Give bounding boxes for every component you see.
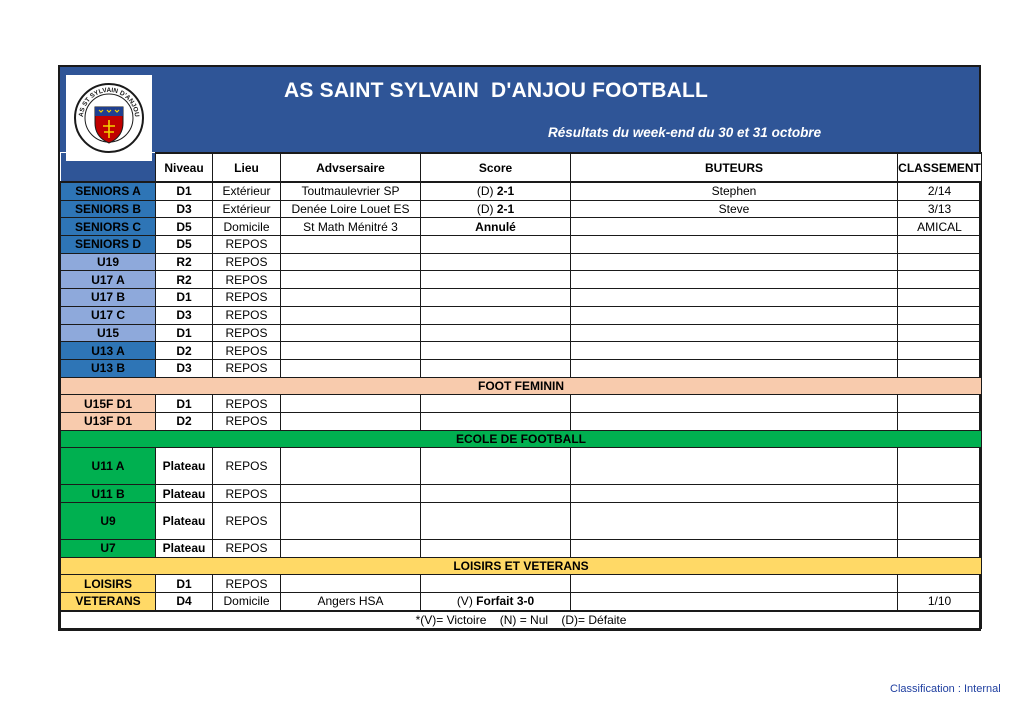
place-cell: REPOS [213, 395, 281, 413]
scorers-cell [571, 218, 898, 236]
level-cell: D1 [156, 395, 213, 413]
legend-row [61, 611, 982, 629]
results-subtitle: Résultats du week-end du 30 et 31 octobre [548, 125, 822, 140]
level-cell: D5 [156, 236, 213, 254]
header-banner [60, 67, 979, 152]
score-value: Annulé [475, 219, 516, 234]
table-row [61, 324, 982, 342]
scorers-cell [571, 306, 898, 324]
team-cell: U9 [61, 503, 156, 540]
ranking-cell [898, 448, 982, 485]
team-cell: SENIORS A [61, 182, 156, 200]
table-row [61, 503, 982, 540]
table-row [61, 271, 982, 289]
level-cell: D5 [156, 218, 213, 236]
ranking-cell: 3/13 [898, 200, 982, 218]
results-body [61, 182, 982, 611]
level-cell: D2 [156, 412, 213, 430]
classification-label: Classification : Internal [890, 683, 1001, 695]
scorers-cell [571, 289, 898, 307]
place-cell: Extérieur [213, 200, 281, 218]
score-cell [421, 324, 571, 342]
score-cell [421, 289, 571, 307]
place-cell: Domicile [213, 593, 281, 611]
logo-text: AS ST SYLVAIN D'ANJOU [77, 86, 141, 118]
score-cell [421, 485, 571, 503]
place-cell: REPOS [213, 412, 281, 430]
ranking-cell [898, 395, 982, 413]
score-result-letter: (D) [476, 202, 497, 217]
column-header-opponent: Advsersaire [281, 153, 421, 182]
ranking-cell [898, 324, 982, 342]
team-cell: U13F D1 [61, 412, 156, 430]
ranking-cell [898, 412, 982, 430]
team-cell: U7 [61, 540, 156, 558]
opponent-cell: Angers HSA [281, 593, 421, 611]
scorers-cell [571, 503, 898, 540]
team-cell: SENIORS C [61, 218, 156, 236]
score-cell [421, 306, 571, 324]
opponent-cell [281, 289, 421, 307]
column-header-scorers: BUTEURS [571, 153, 898, 182]
column-header-ranking: CLASSEMENT [898, 153, 982, 182]
score-cell [421, 182, 571, 200]
opponent-cell [281, 575, 421, 593]
place-cell: REPOS [213, 485, 281, 503]
opponent-cell [281, 503, 421, 540]
scorers-cell: Stephen [571, 182, 898, 200]
level-cell: D1 [156, 289, 213, 307]
level-cell: D4 [156, 593, 213, 611]
opponent-cell [281, 540, 421, 558]
place-cell: REPOS [213, 503, 281, 540]
team-cell: U13 B [61, 359, 156, 377]
ranking-cell [898, 289, 982, 307]
table-header-row [61, 153, 982, 182]
score-cell [421, 540, 571, 558]
score-value: Forfait 3-0 [476, 594, 535, 609]
opponent-cell [281, 342, 421, 360]
opponent-cell [281, 485, 421, 503]
team-cell: U11 B [61, 485, 156, 503]
score-cell [421, 395, 571, 413]
level-cell: Plateau [156, 540, 213, 558]
table-row [61, 289, 982, 307]
level-cell: D1 [156, 575, 213, 593]
ranking-cell [898, 306, 982, 324]
score-cell [421, 593, 571, 611]
ranking-cell: AMICAL [898, 218, 982, 236]
opponent-cell [281, 253, 421, 271]
score-result-letter: (D) [476, 184, 497, 199]
section-header-row [61, 557, 982, 575]
ranking-cell [898, 359, 982, 377]
table-row [61, 395, 982, 413]
place-cell: REPOS [213, 324, 281, 342]
score-cell [421, 448, 571, 485]
level-cell: D3 [156, 200, 213, 218]
table-row [61, 306, 982, 324]
score-cell [421, 236, 571, 254]
ranking-cell [898, 342, 982, 360]
section-header-row [61, 377, 982, 395]
place-cell: REPOS [213, 540, 281, 558]
team-cell: U19 [61, 253, 156, 271]
ranking-cell: 1/10 [898, 593, 982, 611]
section-title: FOOT FEMININ [61, 377, 982, 395]
place-cell: REPOS [213, 359, 281, 377]
column-header-score: Score [421, 153, 571, 182]
score-legend: *(V)= Victoire (N) = Nul (D)= Défaite [61, 611, 982, 629]
place-cell: REPOS [213, 342, 281, 360]
ranking-cell: 2/14 [898, 182, 982, 200]
section-title: LOISIRS ET VETERANS [61, 557, 982, 575]
ranking-cell [898, 540, 982, 558]
score-cell [421, 218, 571, 236]
score-cell [421, 271, 571, 289]
scorers-cell [571, 253, 898, 271]
place-cell: Domicile [213, 218, 281, 236]
score-cell [421, 575, 571, 593]
team-cell: U13 A [61, 342, 156, 360]
opponent-cell: Toutmaulevrier SP [281, 182, 421, 200]
level-cell: Plateau [156, 503, 213, 540]
score-value: 2-1 [496, 202, 515, 217]
results-sheet [58, 65, 981, 631]
score-result-letter: (V) [456, 594, 477, 609]
team-cell: U15F D1 [61, 395, 156, 413]
team-cell: U17 C [61, 306, 156, 324]
results-table [60, 152, 982, 629]
club-title: AS SAINT SYLVAIN D'ANJOU FOOTBALL [284, 79, 709, 102]
scorers-cell [571, 271, 898, 289]
scorers-cell [571, 342, 898, 360]
level-cell: Plateau [156, 485, 213, 503]
table-row [61, 448, 982, 485]
place-cell: Extérieur [213, 182, 281, 200]
column-header-level: Niveau [156, 153, 213, 182]
scorers-cell [571, 359, 898, 377]
team-cell: SENIORS B [61, 200, 156, 218]
place-cell: REPOS [213, 253, 281, 271]
level-cell: D1 [156, 324, 213, 342]
table-row [61, 182, 982, 200]
opponent-cell [281, 448, 421, 485]
score-value: 2-1 [496, 184, 515, 199]
opponent-cell [281, 324, 421, 342]
opponent-cell [281, 359, 421, 377]
scorers-cell [571, 412, 898, 430]
place-cell: REPOS [213, 236, 281, 254]
team-cell: LOISIRS [61, 575, 156, 593]
table-row [61, 575, 982, 593]
ranking-cell [898, 236, 982, 254]
team-cell: U17 A [61, 271, 156, 289]
table-row [61, 253, 982, 271]
scorers-cell [571, 395, 898, 413]
ranking-cell [898, 271, 982, 289]
table-row [61, 359, 982, 377]
place-cell: REPOS [213, 575, 281, 593]
table-row [61, 200, 982, 218]
score-cell [421, 359, 571, 377]
column-header-place: Lieu [213, 153, 281, 182]
score-cell [421, 342, 571, 360]
section-title: ECOLE DE FOOTBALL [61, 430, 982, 448]
level-cell: D3 [156, 306, 213, 324]
table-row [61, 218, 982, 236]
level-cell: D2 [156, 342, 213, 360]
place-cell: REPOS [213, 448, 281, 485]
club-crest-icon [66, 75, 152, 161]
team-cell: U11 A [61, 448, 156, 485]
score-cell [421, 503, 571, 540]
level-cell: R2 [156, 271, 213, 289]
score-cell [421, 412, 571, 430]
scorers-cell: Steve [571, 200, 898, 218]
table-row [61, 593, 982, 611]
team-cell: U17 B [61, 289, 156, 307]
opponent-cell [281, 306, 421, 324]
opponent-cell [281, 395, 421, 413]
opponent-cell [281, 271, 421, 289]
score-cell [421, 200, 571, 218]
table-row [61, 342, 982, 360]
scorers-cell [571, 236, 898, 254]
scorers-cell [571, 540, 898, 558]
ranking-cell [898, 575, 982, 593]
place-cell: REPOS [213, 306, 281, 324]
ranking-cell [898, 503, 982, 540]
opponent-cell [281, 412, 421, 430]
opponent-cell: Denée Loire Louet ES [281, 200, 421, 218]
table-row [61, 236, 982, 254]
scorers-cell [571, 485, 898, 503]
table-row [61, 485, 982, 503]
team-cell: U15 [61, 324, 156, 342]
level-cell: D1 [156, 182, 213, 200]
opponent-cell: St Math Ménitré 3 [281, 218, 421, 236]
score-cell [421, 253, 571, 271]
scorers-cell [571, 324, 898, 342]
place-cell: REPOS [213, 271, 281, 289]
ranking-cell [898, 485, 982, 503]
club-logo [66, 75, 152, 161]
table-row [61, 540, 982, 558]
scorers-cell [571, 448, 898, 485]
table-row [61, 412, 982, 430]
opponent-cell [281, 236, 421, 254]
ranking-cell [898, 253, 982, 271]
team-cell: SENIORS D [61, 236, 156, 254]
level-cell: D3 [156, 359, 213, 377]
level-cell: R2 [156, 253, 213, 271]
section-header-row [61, 430, 982, 448]
level-cell: Plateau [156, 448, 213, 485]
scorers-cell [571, 593, 898, 611]
place-cell: REPOS [213, 289, 281, 307]
scorers-cell [571, 575, 898, 593]
team-cell: VETERANS [61, 593, 156, 611]
